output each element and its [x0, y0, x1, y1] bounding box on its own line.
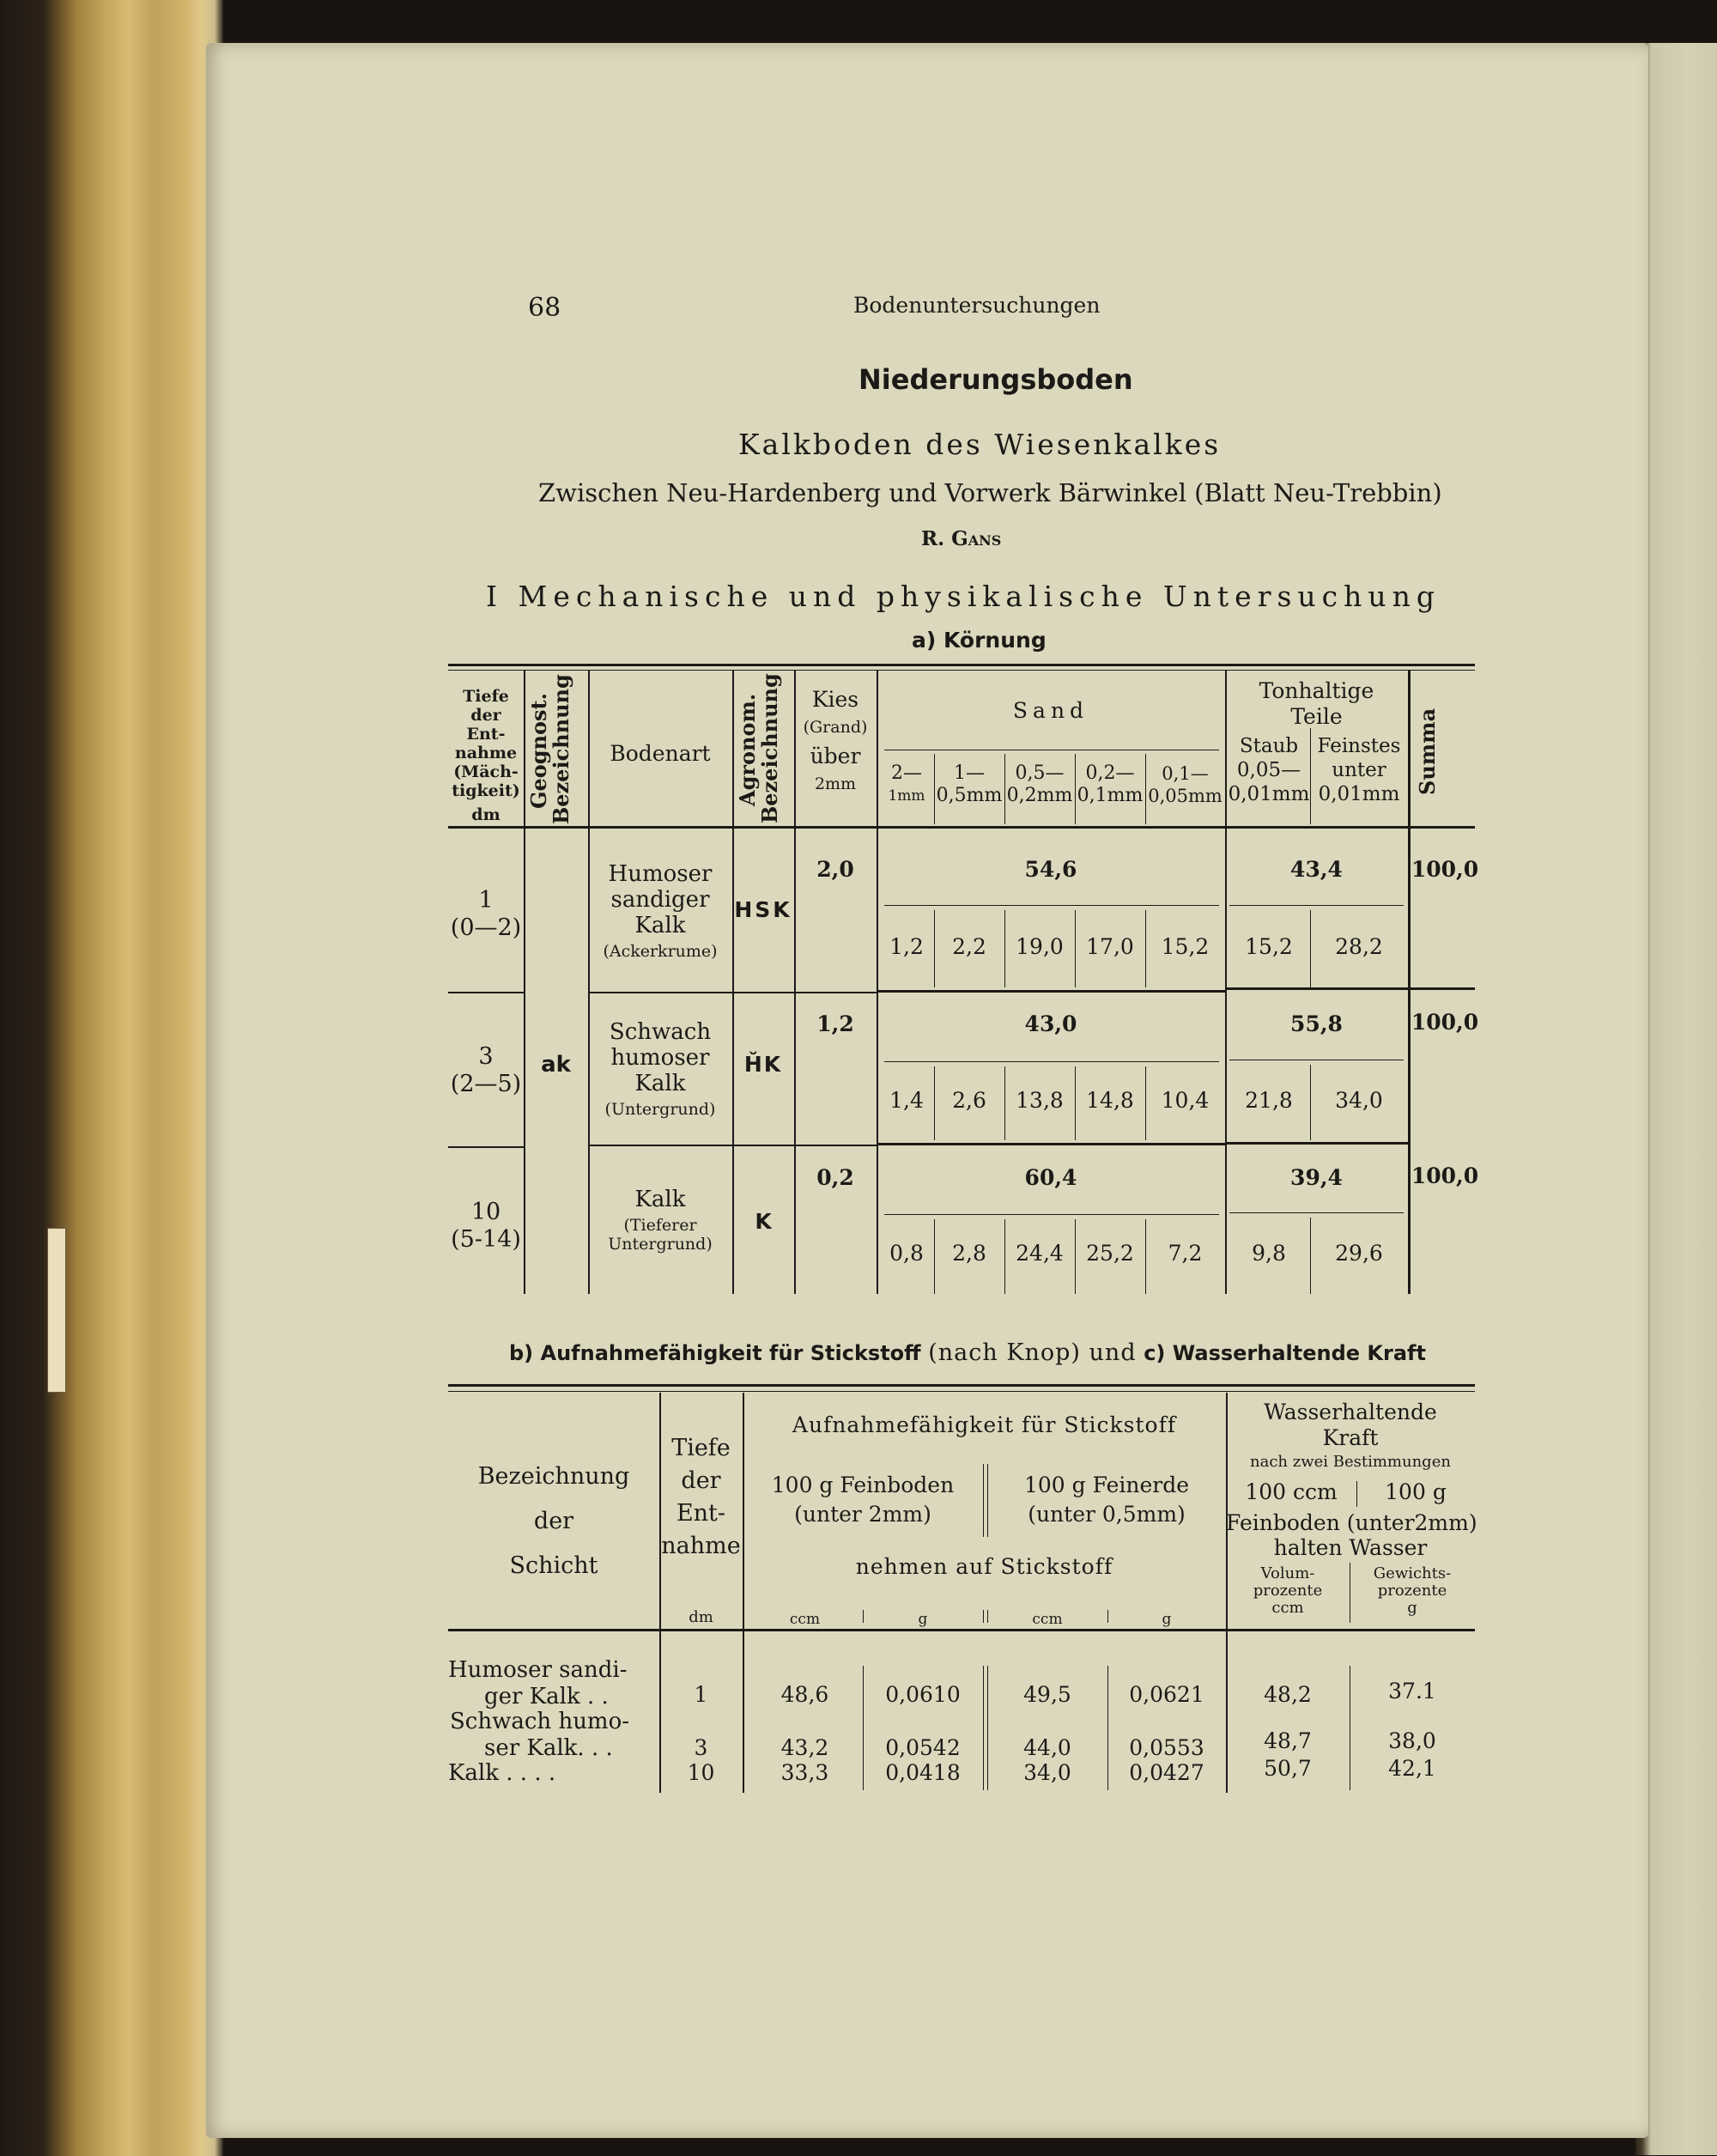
author: R. Gans [921, 527, 1002, 550]
feinboden-header: 100 g Feinboden (unter 2mm) [771, 1473, 955, 1527]
page-edge-strip [47, 1228, 66, 1393]
staub-header: Staub 0,05— 0,01mm [1228, 735, 1310, 805]
feinstes-header: Feinstes unter 0,01mm [1317, 735, 1401, 805]
tiefe-header-b: Tiefe der Ent- nahme [661, 1435, 741, 1559]
summa-header: Summa [1415, 708, 1440, 795]
volum-header: Volum- prozente ccm [1253, 1564, 1323, 1617]
aufnahme-header: Aufnahmefähigkeit für Stickstoff [792, 1412, 1177, 1437]
wasser-sub: nach zwei Bestimmungen [1250, 1453, 1451, 1471]
wasser-header: Wasserhaltende Kraft [1264, 1400, 1437, 1450]
bezeichnung-header: Bezeichnung der Schicht [477, 1463, 630, 1579]
geognost-value: ak [541, 1052, 571, 1078]
scanned-book-page: 68 Bodenuntersuchungen Niederungsboden Kalkboden des Wiesenkalkes Zwischen Neu-Hardenberg und Vorwerk Bärwinkel (Blatt Neu-Trebbin) R. Gans I Mechanische und physikalische Untersuchung a) Körnung Tiefe der Ent- nahme (Mäch- tigkeit) dm Geognost. Bezeichnung Bodenart Agronom. Bezeichnung Kies (Grand) über 2mm Sand 2— 1mm 1— 0,5mm 0,5— 0,2mm 0,2— 0,1mm 0,1— 0,05mm Tonhaltige Teile Staub 0,05— 0,01mm Feinstes unter 0,01mm Summa ak 1 (0—2) Humoser sandiger Kalk (Ackerkrume) HSK 2,0 54,6 1,2 2,2 19,0 17,0 15,2 43,4 15,2 28,2 100,0 3 (2—5) Schwach humoser Kalk (Untergrund) ȞK 1,2 43,0 1,4 2,6 13,8 14,8 10,4 55,8 21,8 34,0 100,0 10 (5-14) Kalk (Tieferer Untergrund) K 0,2 60,4 0,8 2,8 24,4 25,2 7,2 39,4 9,8 29,6 100,0 b) Aufnahmefähigkeit für Stickstoff (nach Knop) und c) Wasserhaltende Kraft Bezeichnung der Schicht Tiefe der Ent- nahme dm Aufnahmefähigkeit für Stickstoff 100 g Feinboden (unter 2mm) 100 g Feinerde (unter 0,5mm) nehmen auf Stickstoff ccm g ccm g Wasserhaltende Kraft nach zwei Bestimmungen 100 ccm 100 g Feinboden (unter2mm) halten Wasser Volum- prozente ccm Gewichts- prozente g Humoser sandi- ger Kalk . . 1 48,6 0,0610 49,5 0,0621 48,2 37.1 Schwach humo- ser Kalk. . . 3 43,2 0,0542 44,0 0,0553 48,7 38,0 Kalk . . . . 10 33,3 0,0418 34,0 0,0427 50,7 42,1 [0, 0, 1717, 2156]
nehmen-header: nehmen auf Stickstoff [855, 1554, 1113, 1579]
table-b-title: b) Aufnahmefähigkeit für Stickstoff (nach Knop) und c) Wasserhaltende Kraft [509, 1339, 1426, 1366]
kies-header: Kies (Grand) über 2mm [803, 687, 868, 793]
agronom-header: Agronom. Bezeichnung [735, 673, 782, 823]
tonhaltige-header: Tonhaltige Teile [1259, 678, 1374, 729]
sand-sub-2: 1— 0,5mm [936, 762, 1003, 806]
subtitle: Kalkboden des Wiesenkalkes [738, 428, 1222, 461]
tiefe-unit: dm [689, 1608, 713, 1626]
wasser-halten: halten Wasser [1273, 1535, 1428, 1560]
bodenart-header: Bodenart [610, 741, 711, 766]
feinerde-header: 100 g Feinerde (unter 0,5mm) [1023, 1473, 1190, 1527]
table-a-title: a) Körnung [912, 628, 1047, 653]
sand-sub-1: 2— 1mm [888, 762, 925, 805]
sand-sub-3: 0,5— 0,2mm [1006, 762, 1073, 806]
wasser-feinboden: Feinboden (unter2mm) [1226, 1510, 1477, 1535]
section-title: Niederungsboden [858, 363, 1133, 396]
page-number: 68 [528, 293, 561, 323]
part-heading: I Mechanische und physikalische Untersuchung [486, 580, 1441, 613]
location-line: Zwischen Neu-Hardenberg und Vorwerk Bärwinkel (Blatt Neu-Trebbin) [538, 478, 1442, 507]
sand-sub-5: 0,1— 0,05mm [1148, 763, 1223, 806]
tiefe-header: Tiefe der Ent- nahme (Mäch- tigkeit) dm [452, 687, 520, 824]
sand-sub-4: 0,2— 0,1mm [1077, 762, 1144, 806]
geognost-header: Geognost. Bezeichnung [526, 674, 573, 824]
gewichts-header: Gewichts- prozente g [1373, 1564, 1452, 1617]
book-spine-edge [0, 0, 223, 2156]
running-head: Bodenuntersuchungen [853, 293, 1101, 318]
sand-header: Sand [1012, 698, 1089, 723]
